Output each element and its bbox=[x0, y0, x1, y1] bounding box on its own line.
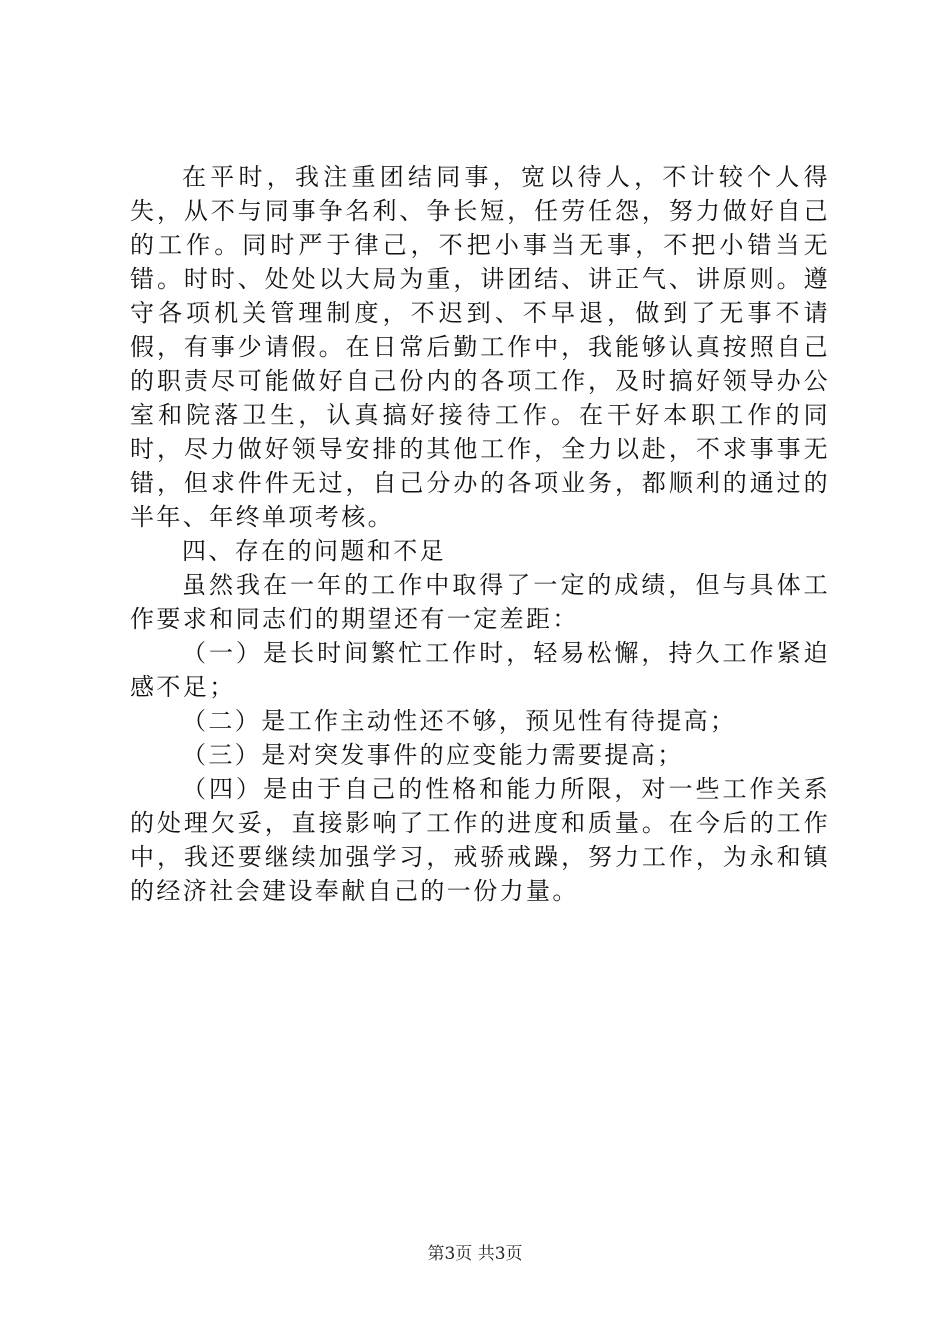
paragraph-intro-shortcomings: 虽然我在一年的工作中取得了一定的成绩，但与具体工作要求和同志们的期望还有一定差距： bbox=[130, 571, 830, 633]
list-item-1: （一）是长时间繁忙工作时，轻易松懈，持久工作紧迫感不足； bbox=[130, 639, 830, 701]
section-heading-problems: 四、存在的问题和不足 bbox=[182, 537, 446, 565]
list-item-2: （二）是工作主动性还不够，预见性有待提高； bbox=[182, 707, 737, 735]
list-item-4: （四）是由于自己的性格和能力所限，对一些工作关系的处理欠妥，直接影响了工作的进度和质量。在今后的工作中，我还要继续加强学习，戒骄戒躁，努力工作，为永和镇的经济社会建设奉献自己的一份力量。 bbox=[130, 775, 830, 905]
document-body bbox=[130, 160, 830, 908]
page-footer: 第3页 共3页 bbox=[427, 1244, 523, 1264]
paragraph-conduct: 在平时，我注重团结同事，宽以待人，不计较个人得失，从不与同事争名利、争长短，任劳任怨，努力做好自己的工作。同时严于律己，不把小事当无事，不把小错当无错。时时、处处以大局为重，讲团结、讲正气、讲原则。遵守各项机关管理制度，不迟到、不早退，做到了无事不请假，有事少请假。在日常后勤工作中，我能够认真按照自己的职责尽可能做好自己份内的各项工作，及时搞好领导办公室和院落卫生，认真搞好接待工作。在干好本职工作的同时，尽力做好领导安排的其他工作，全力以赴，不求事事无错，但求件件无过，自己分办的各项业务，都顺利的通过的半年、年终单项考核。 bbox=[130, 163, 830, 531]
list-item-3: （三）是对突发事件的应变能力需要提高； bbox=[182, 741, 684, 769]
